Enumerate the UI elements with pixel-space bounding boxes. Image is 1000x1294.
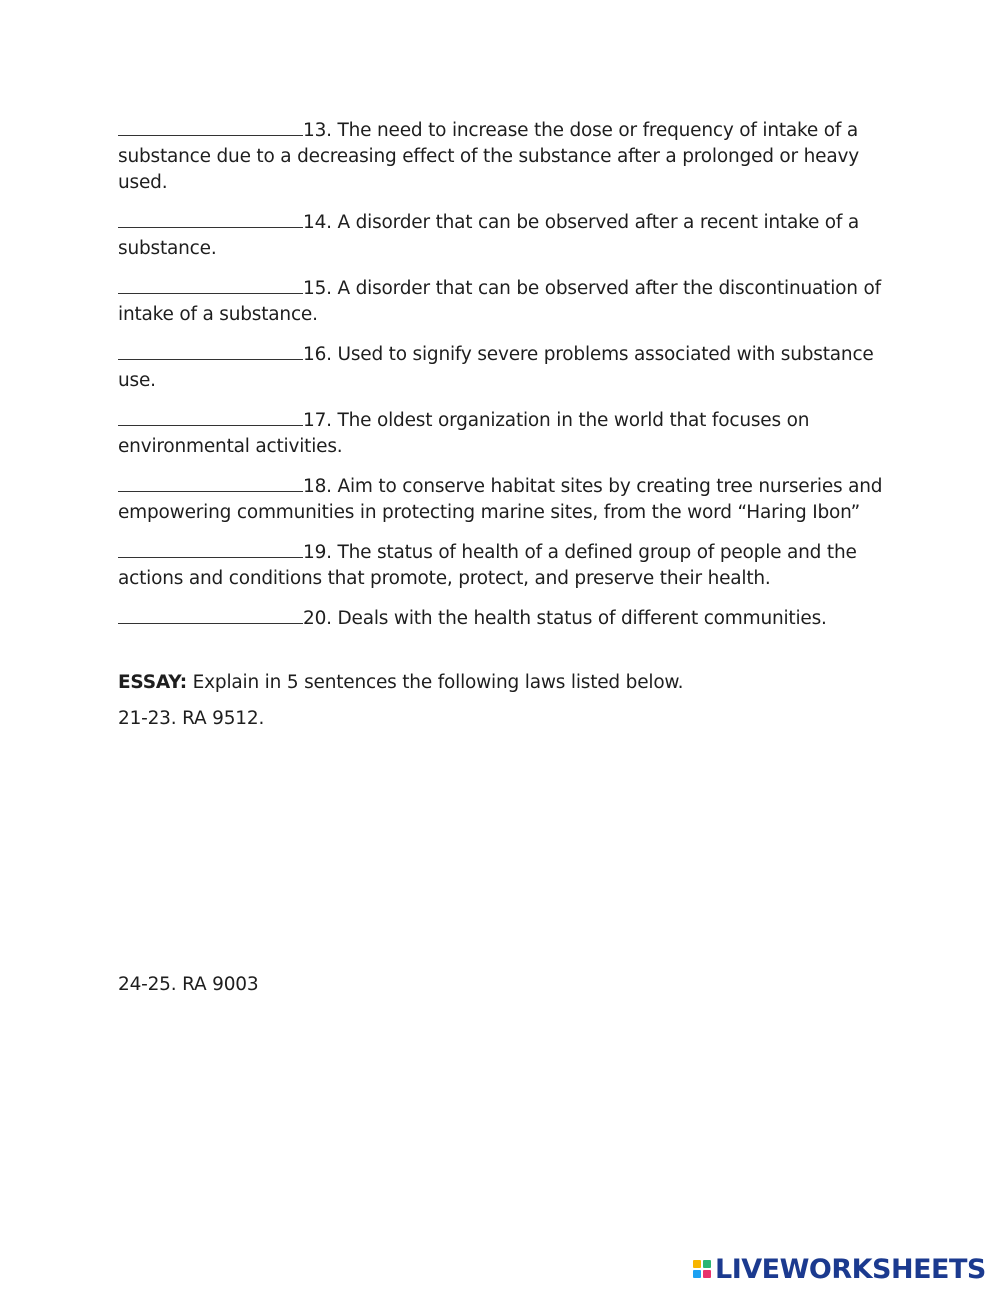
question-text-19: 19. The status of health of a defined group of people and the actions and conditions that promote, protect, and preserve their health. (118, 542, 857, 589)
answer-blank-17[interactable] (118, 407, 303, 426)
question-text-14: 14. A disorder that can be observed after a recent intake of a substance. (118, 212, 860, 259)
question-text-20: 20. Deals with the health status of different communities. (303, 608, 827, 629)
question-14 (118, 209, 888, 262)
answer-blank-16[interactable] (118, 341, 303, 360)
question-13 (118, 117, 888, 196)
liveworksheets-logo (693, 1253, 986, 1285)
question-text-13: 13. The need to increase the dose or frequency of intake of a substance due to a decreasing effect of the substance after a prolonged or heavy used. (118, 120, 859, 193)
law-item-ra-9512: 21-23. RA 9512. (118, 708, 265, 729)
question-18 (118, 473, 888, 526)
law-item-ra-9003: 24-25. RA 9003 (118, 974, 259, 995)
question-19 (118, 539, 888, 592)
question-16 (118, 341, 888, 394)
essay-instruction (118, 670, 888, 696)
question-20 (118, 605, 888, 632)
liveworksheets-logo-icon (693, 1260, 711, 1278)
worksheet-page (118, 117, 888, 995)
answer-blank-15[interactable] (118, 275, 303, 294)
question-text-15: 15. A disorder that can be observed after the discontinuation of intake of a substance. (118, 278, 881, 325)
answer-blank-20[interactable] (118, 605, 303, 624)
answer-blank-13[interactable] (118, 117, 303, 136)
question-text-17: 17. The oldest organization in the world that focuses on environmental activities. (118, 410, 810, 457)
question-text-18: 18. Aim to conserve habitat sites by creating tree nurseries and empowering communities in protecting marine sites, from the word “Haring Ibon” (118, 476, 883, 523)
essay-heading: ESSAY: (118, 672, 187, 693)
liveworksheets-logo-text: LIVEWORKSHEETS (715, 1253, 986, 1285)
essay-instruction-text: Explain in 5 sentences the following laws listed below. (187, 672, 684, 693)
question-text-16: 16. Used to signify severe problems associated with substance use. (118, 344, 874, 391)
answer-blank-19[interactable] (118, 539, 303, 558)
answer-blank-18[interactable] (118, 473, 303, 492)
question-15 (118, 275, 888, 328)
answer-blank-14[interactable] (118, 209, 303, 228)
question-17 (118, 407, 888, 460)
